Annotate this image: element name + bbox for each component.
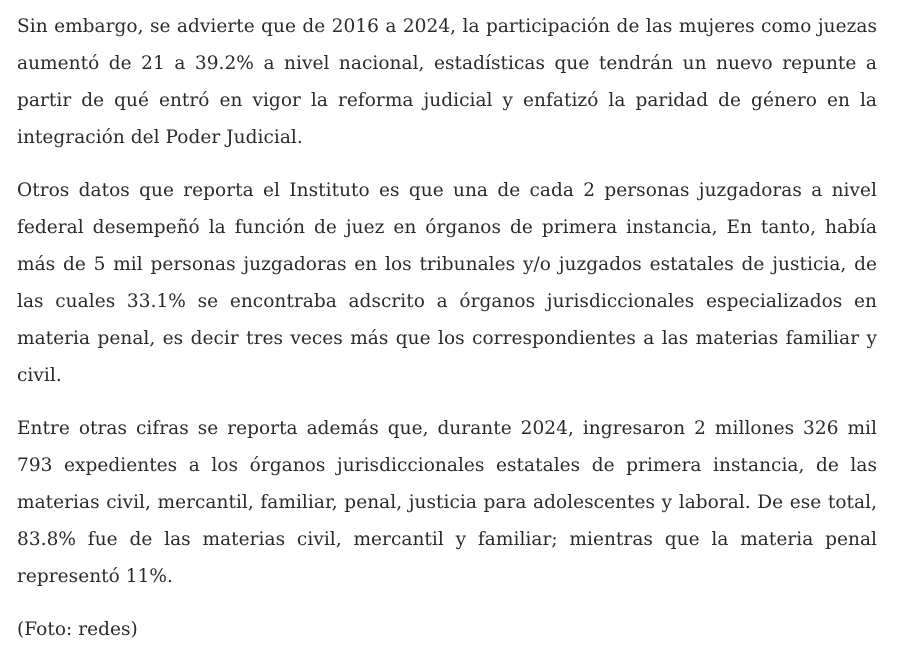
paragraph-case-filings: Entre otras cifras se reporta además que, durante 2024, ingresaron 2 millones 326 mil 793 expedientes a los órganos jurisdiccionales estatales de primera instancia, de las materias civil, mercantil, familiar, penal, justicia para adolescentes y laboral. De ese total, 83.8% fue de las materias civil, mercantil y familiar; mientras que la materia penal representó 11%. <box>17 418 877 587</box>
article-body <box>17 8 877 648</box>
paragraph-judges-statistics: Otros datos que reporta el Instituto es que una de cada 2 personas juzgadoras a nivel federal desempeñó la función de juez en órganos de primera instancia, En tanto, había más de 5 mil personas juzgadoras en los tribunales y/o juzgados estatales de justicia, de las cuales 33.1% se encontraba adscrito a órganos jurisdiccionales especializados en materia penal, es decir tres veces más que los correspondientes a las materias familiar y civil. <box>17 180 877 386</box>
paragraph-women-judges: Sin embargo, se advierte que de 2016 a 2024, la participación de las mujeres como juezas aumentó de 21 a 39.2% a nivel nacional, estadísticas que tendrán un nuevo repunte a partir de qué entró en vigor la reforma judicial y enfatizó la paridad de género en la integración del Poder Judicial. <box>17 16 877 148</box>
photo-caption: (Foto: redes) <box>17 619 138 640</box>
